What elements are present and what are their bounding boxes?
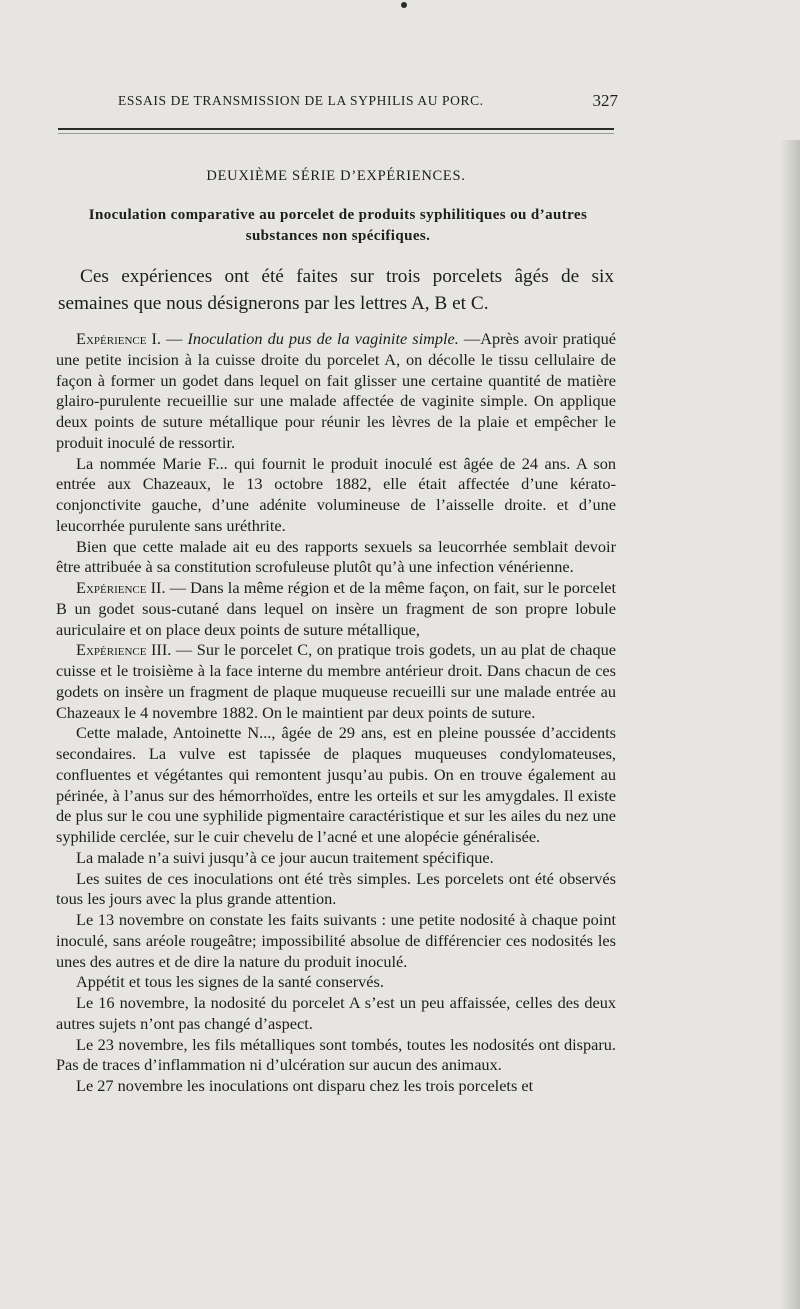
section-title: DEUXIÈME SÉRIE D’EXPÉRIENCES.: [206, 168, 466, 184]
header-rule: [58, 128, 614, 130]
paragraph-text: — Dans la même région et de la même façon, on fait, sur le porcelet B un godet sous-cutané dans lequel on insère un fragment de son propre lobule auriculaire et on place deux points de suture métallique,: [56, 578, 617, 639]
header-rule-thin: [58, 133, 614, 134]
page-edge-shadow: [780, 140, 800, 1309]
experience-label: Expérience III.: [76, 640, 172, 660]
experience-title: Inoculation du pus de la vaginite simple.: [187, 329, 459, 348]
paragraph-experience-3: [56, 640, 616, 723]
ink-dot: [401, 2, 407, 8]
running-title: ESSAIS DE TRANSMISSION DE LA SYPHILIS AU PORC.: [118, 93, 484, 108]
paragraph: La malade n’a suivi jusqu’à ce jour aucun traitement spécifique.: [76, 847, 494, 867]
paragraph-experience-2: [56, 578, 616, 640]
paragraph: Cette malade, Antoinette N..., âgée de 29 ans, est en pleine poussée d’accidents secondaires. La vulve est tapissée de plaques muqueuses condylomateuses, confluentes et végétantes qui remontent jusqu’au pubis. On en trouve également au périnée, à l’anus sur des hémorrhoïdes, entre les orteils et sur les amygdales. Il existe de plus sur le cou une syphilide pigmentaire caractéristique et sur les ailes du nez une syphilide cerclée, sur le cuir chevelu de l’acné et une alopécie généralisée.: [56, 723, 616, 846]
experience-label: Expérience II.: [76, 578, 166, 597]
running-header: [70, 93, 618, 115]
body-text: [56, 329, 616, 1097]
paragraph: Le 23 novembre, les fils métalliques sont tombés, toutes les nodosités ont disparu. Pas de traces d’inflammation ni d’ulcération sur aucun des animaux.: [56, 1034, 616, 1075]
paragraph: La nommée Marie F... qui fournit le produit inoculé est âgée de 24 ans. A son entrée aux Chazeaux, le 13 octobre 1882, elle était affectée d’une kérato-conjonctivite gauche, d’une adénite volumineuse de l’aisselle droite. et d’une leucorrhée purulente sans uréthrite.: [56, 453, 616, 535]
paragraph-text: —Après avoir pratiqué une petite incision à la cuisse droite du porcelet A, on décolle le tissu cellulaire de façon à former un godet dans lequel on fait glisser une certaine quantité de matière glairo-purulente recueillie sur une malade affectée de vaginite simple. On applique deux points de suture métallique pour réunir les lèvres de la plaie et empêcher le produit inoculé de ressortir.: [56, 329, 617, 452]
paragraph-text: — Sur le porcelet C, on pratique trois godets, un au plat de chaque cuisse et le troisième à la face interne du membre antérieur droit. Dans chacun de ces godets on insère un fragment de plaque muqueuse recueilli sur une malade entrée au Chazeaux le 4 novembre 1882. On le maintient par deux points de suture.: [56, 640, 617, 722]
intro-paragraph: Ces expériences ont été faites sur trois porcelets âgés de six semaines que nous désignerons par les lettres A, B et C.: [58, 266, 614, 314]
experience-label: Expérience I.: [76, 329, 162, 348]
paragraph: Bien que cette malade ait eu des rapports sexuels sa leucorrhée semblait devoir être attribuée à sa constitution scrofuleuse plutôt qu’à une infection vénérienne.: [56, 536, 616, 577]
paragraph-experience-1: [56, 329, 616, 454]
paragraph: Le 16 novembre, la nodosité du porcelet A s’est un peu affaissée, celles des deux autres sujets n’ont pas changé d’aspect.: [56, 993, 616, 1033]
paragraph: Le 27 novembre les inoculations ont disparu chez les trois porcelets et: [76, 1076, 534, 1095]
section-subtitle: Inoculation comparative au porcelet de produits syphilitiques ou d’autres substances non spécifiques.: [88, 207, 588, 244]
paragraph: Le 13 novembre on constate les faits suivants : une petite nodosité à chaque point inoculé, sans aréole rougeâtre; impossibilité absolue de différencier ces nodosités les unes des autres et de dire la nature du produit inoculé.: [56, 910, 616, 971]
page-number: 327: [592, 91, 618, 110]
paragraph: Appétit et tous les signes de la santé conservés.: [76, 972, 384, 992]
dash: —: [161, 329, 188, 348]
paragraph: Les suites de ces inoculations ont été très simples. Les porcelets ont été observés tous les jours avec la plus grande attention.: [56, 868, 616, 909]
